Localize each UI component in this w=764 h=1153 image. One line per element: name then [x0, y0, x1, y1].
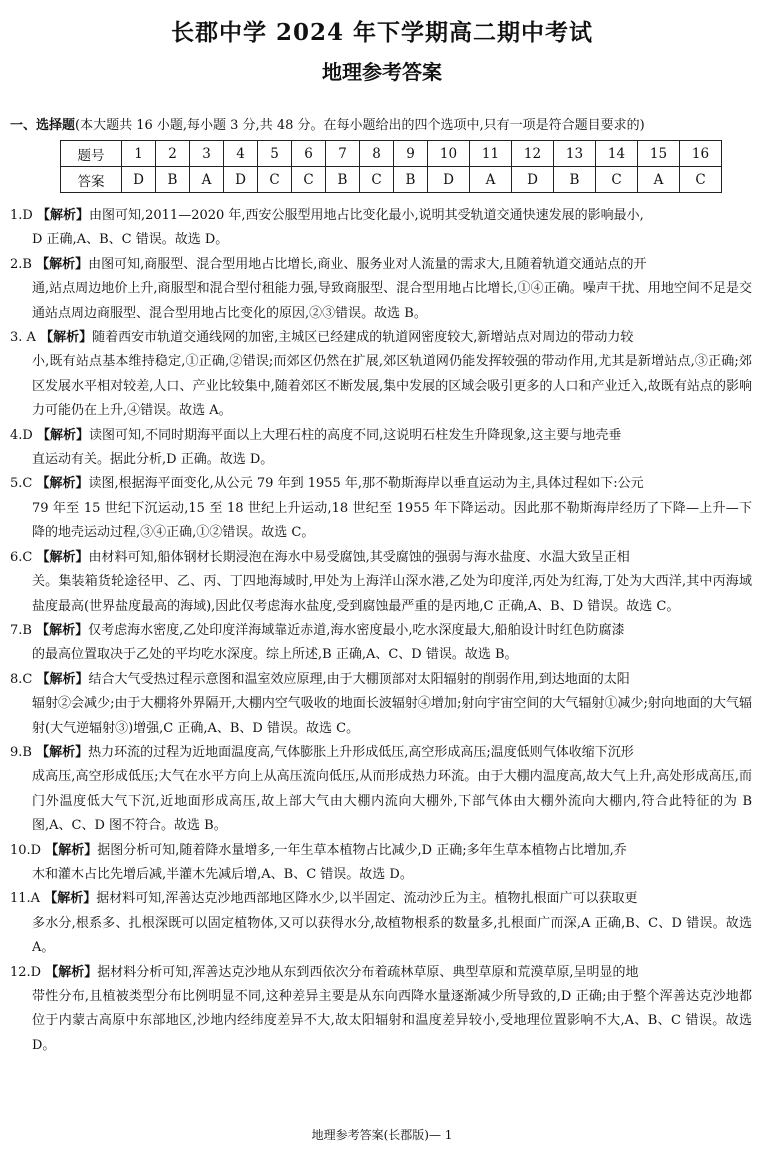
answer-cell: C [596, 167, 638, 193]
item-number: 8.C [10, 671, 33, 687]
analysis-tag: 【解析】 [36, 427, 89, 443]
item-text: 木和灌木占比先增后减,半灌木先减后增,A、B、C 错误。故选 D。 [32, 866, 413, 882]
analysis-tag: 【解析】 [36, 549, 89, 565]
question-number: 11 [470, 141, 512, 167]
section-label: 一、选择题 [10, 118, 76, 133]
question-number: 2 [156, 141, 190, 167]
explanation-item [10, 472, 752, 545]
answer-table [60, 140, 722, 193]
item-first-line: 热力环流的过程为近地面温度高,气体膨胀上升形成低压,高空形成高压;温度低则气体收缩下沉形 [88, 744, 634, 760]
analysis-tag: 【解析】 [36, 744, 89, 760]
question-number-row [61, 141, 722, 167]
analysis-tag: 【解析】 [45, 964, 98, 980]
item-text: 多水分,根系多、扎根深既可以固定植物体,又可以获得水分,故植物根系的数量多,扎根面广而深,A 正确,B、C、D 错误。故选 A。 [32, 915, 752, 956]
item-text: 通,站点周边地价上升,商服型和混合型付租能力强,导致商服型、混合型用地占比增长,①④正确。噪声干扰、用地空间不足是交通站点周边商服型、混合型用地占比变化的原因,②③错误。故选 B。 [32, 281, 752, 321]
answer-cell: C [680, 167, 722, 193]
question-number: 16 [680, 141, 722, 167]
item-first-line: 据图分析可知,随着降水量增多,一年生草本植物占比减少,D 正确;多年生草本植物占比增加,乔 [97, 842, 627, 858]
explanation-list [10, 204, 752, 1058]
item-number: 12.D [10, 964, 42, 980]
analysis-tag: 【解析】 [36, 476, 89, 492]
item-text: 直运动有关。据此分析,D 正确。故选 D。 [32, 452, 274, 468]
item-first-line: 读图可知,不同时期海平面以上大理石柱的高度不同,这说明石柱发生升降现象,这主要与地壳垂 [88, 427, 622, 443]
explanation-item [10, 961, 752, 1059]
item-first-line: 读图,根据海平面变化,从公元 79 年到 1955 年,那不勒斯海岸以垂直运动为主,具体过程如下:公元 [88, 476, 644, 492]
explanation-item [10, 887, 752, 960]
analysis-tag: 【解析】 [36, 256, 89, 272]
question-number: 6 [292, 141, 326, 167]
explanation-item [10, 326, 752, 424]
question-number: 10 [428, 141, 470, 167]
question-number: 7 [326, 141, 360, 167]
exam-title: 长郡中学 2024 年下学期高二期中考试 [170, 19, 594, 46]
item-number: 3. A [10, 330, 36, 346]
item-number: 6.C [10, 549, 33, 565]
section-heading [10, 114, 760, 133]
question-number: 15 [638, 141, 680, 167]
explanation-item [10, 668, 752, 741]
analysis-tag: 【解析】 [40, 330, 93, 346]
item-text: 关。集装箱货轮途径甲、乙、丙、丁四地海域时,甲处为上海洋山深水港,乙处为印度洋,丙处为红海,丁处为大西洋,其中丙海域盐度最高(世界盐度最高的海域),因此仅考虑海水盐度,受到腐蚀最严重的是丙地,C 正确,A、B、D 错误。故选 C。 [32, 574, 752, 614]
item-first-line: 由材料可知,船体钢材长期浸泡在海水中易受腐蚀,其受腐蚀的强弱与海水盐度、水温大致呈正相 [88, 549, 630, 565]
answer-cell: C [258, 167, 292, 193]
answer-cell: A [638, 167, 680, 193]
item-number: 9.B [10, 744, 32, 760]
item-text: 成高压,高空形成低压;大气在水平方向上从高压流向低压,从而形成热力环流。由于大棚内温度高,故大气上升,高处形成高压,而门外温度低大气下沉,近地面形成高压,故上部大气由大棚内流向大棚外,下部气体由大棚外流向大棚内,符合此特征的为 B 图,A、C、D 图不符合。故选 B。 [32, 769, 752, 834]
row-label-answer: 答案 [61, 167, 122, 193]
item-text: 的最高位置取决于乙处的平均吃水深度。综上所述,B 正确,A、C、D 错误。故选 B。 [32, 647, 518, 663]
question-number: 5 [258, 141, 292, 167]
item-number: 10.D [10, 842, 42, 858]
answer-cell: C [360, 167, 394, 193]
analysis-tag: 【解析】 [45, 842, 98, 858]
answer-subtitle: 地理参考答案 [322, 60, 442, 84]
item-text: 带性分布,且植被类型分布比例明显不同,这种差异主要是从东向西降水量逐渐减少所导致的,D 正确;由于整个浑善达克沙地都位于内蒙古高原中东部地区,沙地内经纬度差异不大,故太阳辐射和温度差异较小,受地理位置影响不大,A、B、C 错误。故选 D。 [32, 989, 752, 1053]
item-number: 2.B [10, 256, 32, 272]
explanation-item [10, 619, 752, 668]
item-first-line: 结合大气受热过程示意图和温室效应原理,由于大棚顶部对太阳辐射的削弱作用,到达地面的太阳 [88, 671, 630, 687]
explanation-item [10, 546, 752, 619]
answer-cell: A [470, 167, 512, 193]
section-description: (本大题共 16 小题,每小题 3 分,共 48 分。在每小题给出的四个选项中,只有一项是符合题目要求的) [75, 118, 645, 133]
item-number: 4.D [10, 427, 33, 443]
item-first-line: 由图可知,商服型、混合型用地占比增长,商业、服务业对人流量的需求大,且随着轨道交通站点的开 [88, 256, 647, 272]
answer-cell: B [554, 167, 596, 193]
item-number: 7.B [10, 622, 32, 638]
answer-cell: D [512, 167, 554, 193]
answer-cell: B [394, 167, 428, 193]
answer-cell: A [190, 167, 224, 193]
item-first-line: 由图可知,2011—2020 年,西安公服型用地占比变化最小,说明其受轨道交通快速发展的影响最小, [88, 208, 644, 223]
page-footer: 地理参考答案(长郡版)— 1 [311, 1128, 453, 1142]
item-number: 5.C [10, 476, 33, 492]
question-number: 3 [190, 141, 224, 167]
question-number: 13 [554, 141, 596, 167]
question-number: 9 [394, 141, 428, 167]
question-number: 1 [122, 141, 156, 167]
item-text: 辐射②会减少;由于大棚将外界隔开,大棚内空气吸收的地面长波辐射④增加;射向宇宙空间的大气辐射①减少;射向地面的大气辐射(大气逆辐射③)增强,C 正确,A、B、D 错误。故选 C。 [32, 696, 752, 736]
item-first-line: 据材料可知,浑善达克沙地西部地区降水少,以半固定、流动沙丘为主。植物扎根面广可以获取更 [96, 891, 638, 907]
item-first-line: 仅考虑海水密度,乙处印度洋海域靠近赤道,海水密度最小,吃水深度最大,船舶设计时红色防腐漆 [88, 622, 625, 638]
analysis-tag: 【解析】 [44, 891, 97, 907]
explanation-item [10, 253, 752, 326]
analysis-tag: 【解析】 [36, 208, 89, 223]
answer-cell: B [326, 167, 360, 193]
row-label-question: 题号 [61, 141, 122, 167]
item-text: 79 年至 15 世纪下沉运动,15 至 18 世纪上升运动,18 世纪至 1955 年下降运动。因此那不勒斯海岸经历了下降—上升—下降的地壳运动过程,③④正确,①②错误。故选 C。 [32, 500, 752, 541]
explanation-item [10, 839, 752, 888]
explanation-item [10, 424, 752, 473]
item-text: D 正确,A、B、C 错误。故选 D。 [32, 232, 229, 248]
answer-cell: C [292, 167, 326, 193]
question-number: 12 [512, 141, 554, 167]
question-number: 14 [596, 141, 638, 167]
explanation-item [10, 204, 752, 253]
item-number: 1.D [10, 208, 33, 223]
item-number: 11.A [10, 891, 41, 907]
answer-cell: D [428, 167, 470, 193]
question-number: 4 [224, 141, 258, 167]
item-text: 小,既有站点基本维持稳定,①正确,②错误;而郊区仍然在扩展,郊区轨道网仍能发挥较强的带动作用,尤其是新增站点,③正确;郊区发展水平相对较差,人口、产业比较集中,随着郊区不断发展,集中发展的区域会吸引更多的人口和产业迁入,故既有站点的影响力可能仍在上升,④错误。故选 A。 [32, 354, 752, 419]
explanation-item [10, 741, 752, 839]
answer-row [61, 167, 722, 193]
item-first-line: 随着西安市轨道交通线网的加密,主城区已经建成的轨道网密度较大,新增站点对周边的带动力较 [92, 330, 634, 346]
item-first-line: 据材料分析可知,浑善达克沙地从东到西依次分布着疏林草原、典型草原和荒漠草原,呈明显的地 [97, 964, 639, 980]
analysis-tag: 【解析】 [36, 671, 89, 687]
question-number: 8 [360, 141, 394, 167]
analysis-tag: 【解析】 [36, 622, 89, 638]
answer-cell: D [224, 167, 258, 193]
answer-cell: B [156, 167, 190, 193]
answer-cell: D [122, 167, 156, 193]
